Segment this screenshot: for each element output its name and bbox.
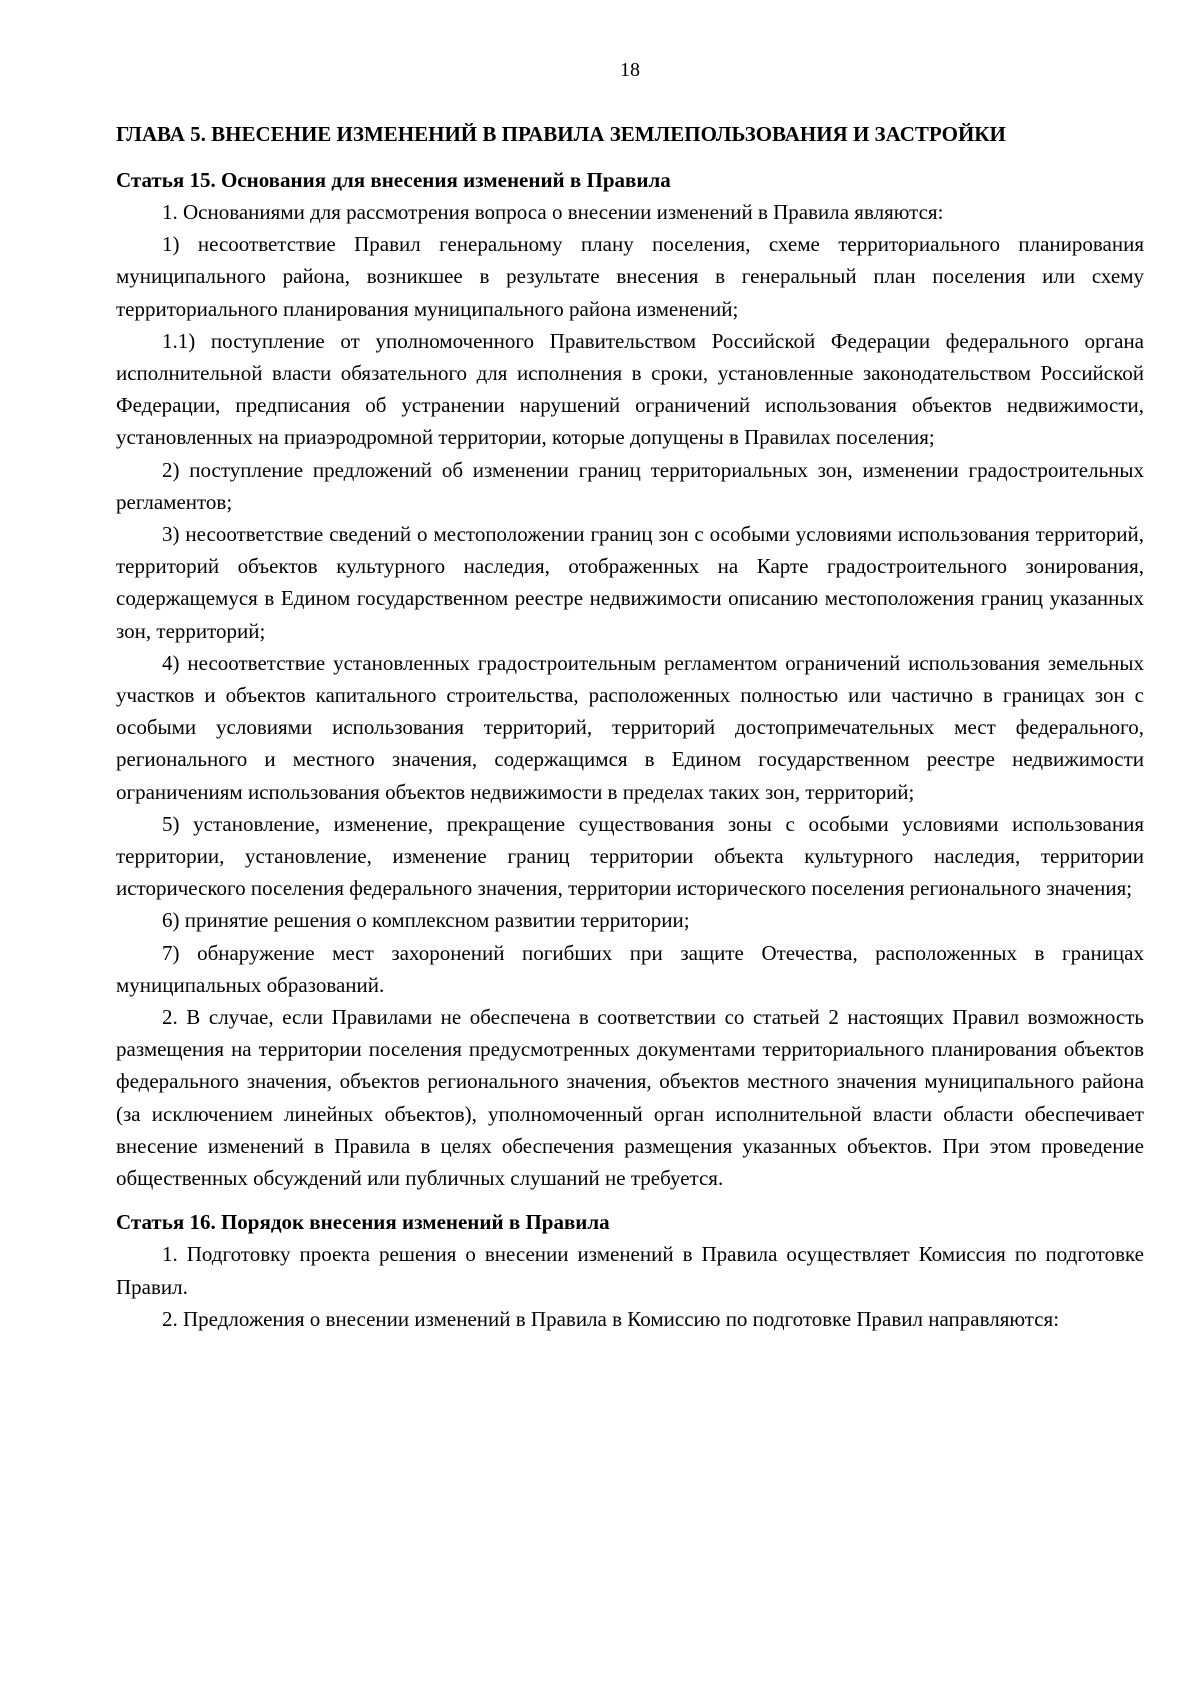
article-15-paragraph: 1. Основаниями для рассмотрения вопроса о внесении изменений в Правила являются: [162,200,944,224]
article-15-title: Статья 15. Основания для внесения изменений в Правила [116,168,671,192]
page-number: 18 [620,59,640,81]
article-15-paragraph: 3) несоответствие сведений о местоположении границ зон с особыми условиями использования территорий, территорий объектов культурного наследия, отображенных на Карте градостроительного зонирования, содержащемуся в Едином государственном реестре недвижимости описанию местоположения границ указанных зон, территорий; [116,522,1144,643]
article-15-paragraph: 2. В случае, если Правилами не обеспечена в соответствии со статьей 2 настоящих Правил возможность размещения на территории поселения предусмотренных документами территориального планирования объектов федерального значения, объектов регионального значения, объектов местного значения муниципального района (за исключением линейных объектов), уполномоченный орган исполнительной власти области обеспечивает внесение изменений в Правила в целях обеспечения размещения указанных объектов. При этом проведение общественных обсуждений или публичных слушаний не требуется. [116,1005,1144,1191]
article-16-paragraph: 1. Подготовку проекта решения о внесении изменений в Правила осуществляет Комиссия по подготовке Правил. [116,1242,1144,1299]
article-16 [116,1206,1144,1335]
article-15-paragraph: 5) установление, изменение, прекращение существования зоны с особыми условиями использования территории, установление, изменение границ территории объекта культурного наследия, территории исторического поселения федерального значения, территории исторического поселения регионального значения; [116,811,1144,901]
article-16-title: Статья 16. Порядок внесения изменений в Правила [116,1210,610,1235]
article-16-paragraph: 2. Предложения о внесении изменений в Правила в Комиссию по подготовке Правил направляются: [162,1306,1060,1331]
article-15-paragraph: 2) поступление предложений об изменении границ территориальных зон, изменении градостроительных регламентов; [116,457,1144,514]
article-15-paragraph: 7) обнаружение мест захоронений погибших при защите Отечества, расположенных в границах муниципальных образований. [116,940,1144,997]
article-15 [116,164,1144,1194]
chapter-title: ГЛАВА 5. ВНЕСЕНИЕ ИЗМЕНЕНИЙ В ПРАВИЛА ЗЕМЛЕПОЛЬЗОВАНИЯ И ЗАСТРОЙКИ [116,122,1006,146]
article-15-paragraph: 1) несоответствие Правил генеральному плану поселения, схеме территориального планирования муниципального района, возникшее в результате внесения в генеральный план поселения или схему территориального планирования муниципального района изменений; [116,232,1144,321]
article-15-paragraph: 4) несоответствие установленных градостроительным регламентом ограничений использования земельных участков и объектов капитального строительства, расположенных полностью или частично в границах зон с особыми условиями использования территорий, территорий достопримечательных мест федерального, регионального и местного значения, содержащимся в Едином государственном реестре недвижимости ограничениям использования объектов недвижимости в пределах таких зон, территорий; [116,650,1144,804]
article-15-paragraph: 1.1) поступление от уполномоченного Правительством Российской Федерации федерального органа исполнительной власти обязательного для исполнения в сроки, установленные законодательством Российской Федерации, предписания об устранении нарушений ограничений использования объектов недвижимости, установленных на приаэродромной территории, которые допущены в Правилах поселения; [116,328,1144,450]
article-15-paragraph: 6) принятие решения о комплексном развитии территории; [162,908,690,933]
